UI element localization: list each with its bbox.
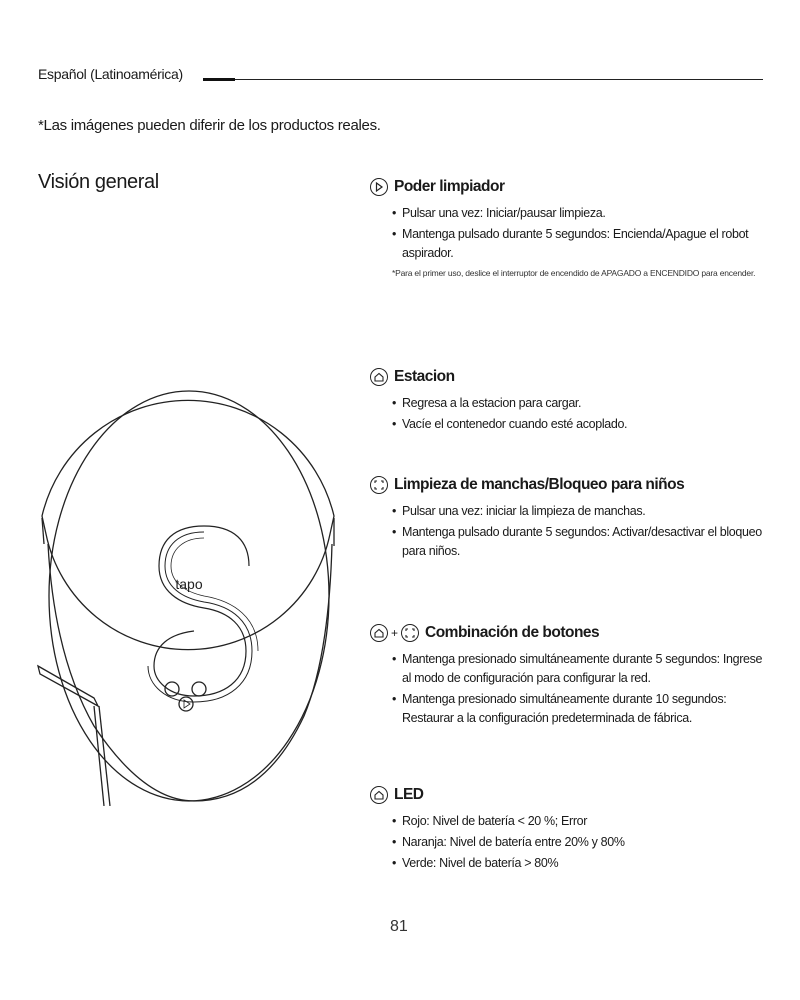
home-icon: [370, 624, 388, 642]
list-item: • Vacíe el contenedor cuando esté acoplado.: [392, 417, 628, 431]
section-button-combination: [370, 622, 770, 730]
section-title: LED: [394, 786, 424, 803]
list-item: • Regresa a la estacion para cargar.: [392, 396, 582, 410]
home-icon: [370, 786, 388, 804]
tapo-logo: tapo: [175, 576, 203, 592]
list-item: • Mantenga pulsado durante 5 segundos: Encienda/Apague el robot aspirador.: [392, 227, 749, 260]
list-item: • Mantenga pulsado durante 5 segundos: Activar/desactivar el bloqueo para niños.: [392, 525, 762, 558]
section-title: Poder limpiador: [394, 178, 505, 195]
first-use-note: *Para el primer uso, deslice el interruptor de encendido de APAGADO a ENCENDIDO para encender.: [392, 268, 756, 278]
section-power-clean: [370, 176, 770, 280]
page-number: 81: [390, 918, 408, 935]
section-led: [370, 784, 770, 875]
list-item: • Rojo: Nivel de batería < 20 %; Error: [392, 814, 588, 828]
list-item: • Mantenga presionado simultáneamente durante 10 segundos: Restaurar a la configuración predeterminada de fábrica.: [392, 692, 727, 725]
header-divider: [203, 79, 763, 80]
list-item: • Pulsar una vez: Iniciar/pausar limpieza.: [392, 206, 606, 220]
section-title: Limpieza de manchas/Bloqueo para niños: [394, 476, 685, 493]
play-pause-icon: [370, 178, 388, 196]
section-station: [370, 366, 770, 436]
list-item: • Verde: Nivel de batería > 80%: [392, 856, 559, 870]
list-item: • Mantenga presionado simultáneamente durante 5 segundos: Ingrese al modo de configuración para configurar la red.: [392, 652, 763, 685]
section-title: Combinación de botones: [425, 624, 600, 641]
robot-vacuum-illustration: [34, 286, 344, 806]
overview-title: Visión general: [38, 171, 159, 193]
disclaimer-text: *Las imágenes pueden diferir de los productos reales.: [38, 117, 381, 134]
section-title: Estacion: [394, 368, 455, 385]
list-item: • Pulsar una vez: iniciar la limpieza de manchas.: [392, 504, 646, 518]
plus-sign: +: [391, 626, 399, 640]
spot-clean-icon: [401, 624, 419, 642]
language-label: Español (Latinoamérica): [38, 66, 183, 82]
section-spot-clean: [370, 474, 770, 563]
spot-clean-icon: [370, 476, 388, 494]
home-icon: [370, 368, 388, 386]
list-item: • Naranja: Nivel de batería entre 20% y 80%: [392, 835, 625, 849]
